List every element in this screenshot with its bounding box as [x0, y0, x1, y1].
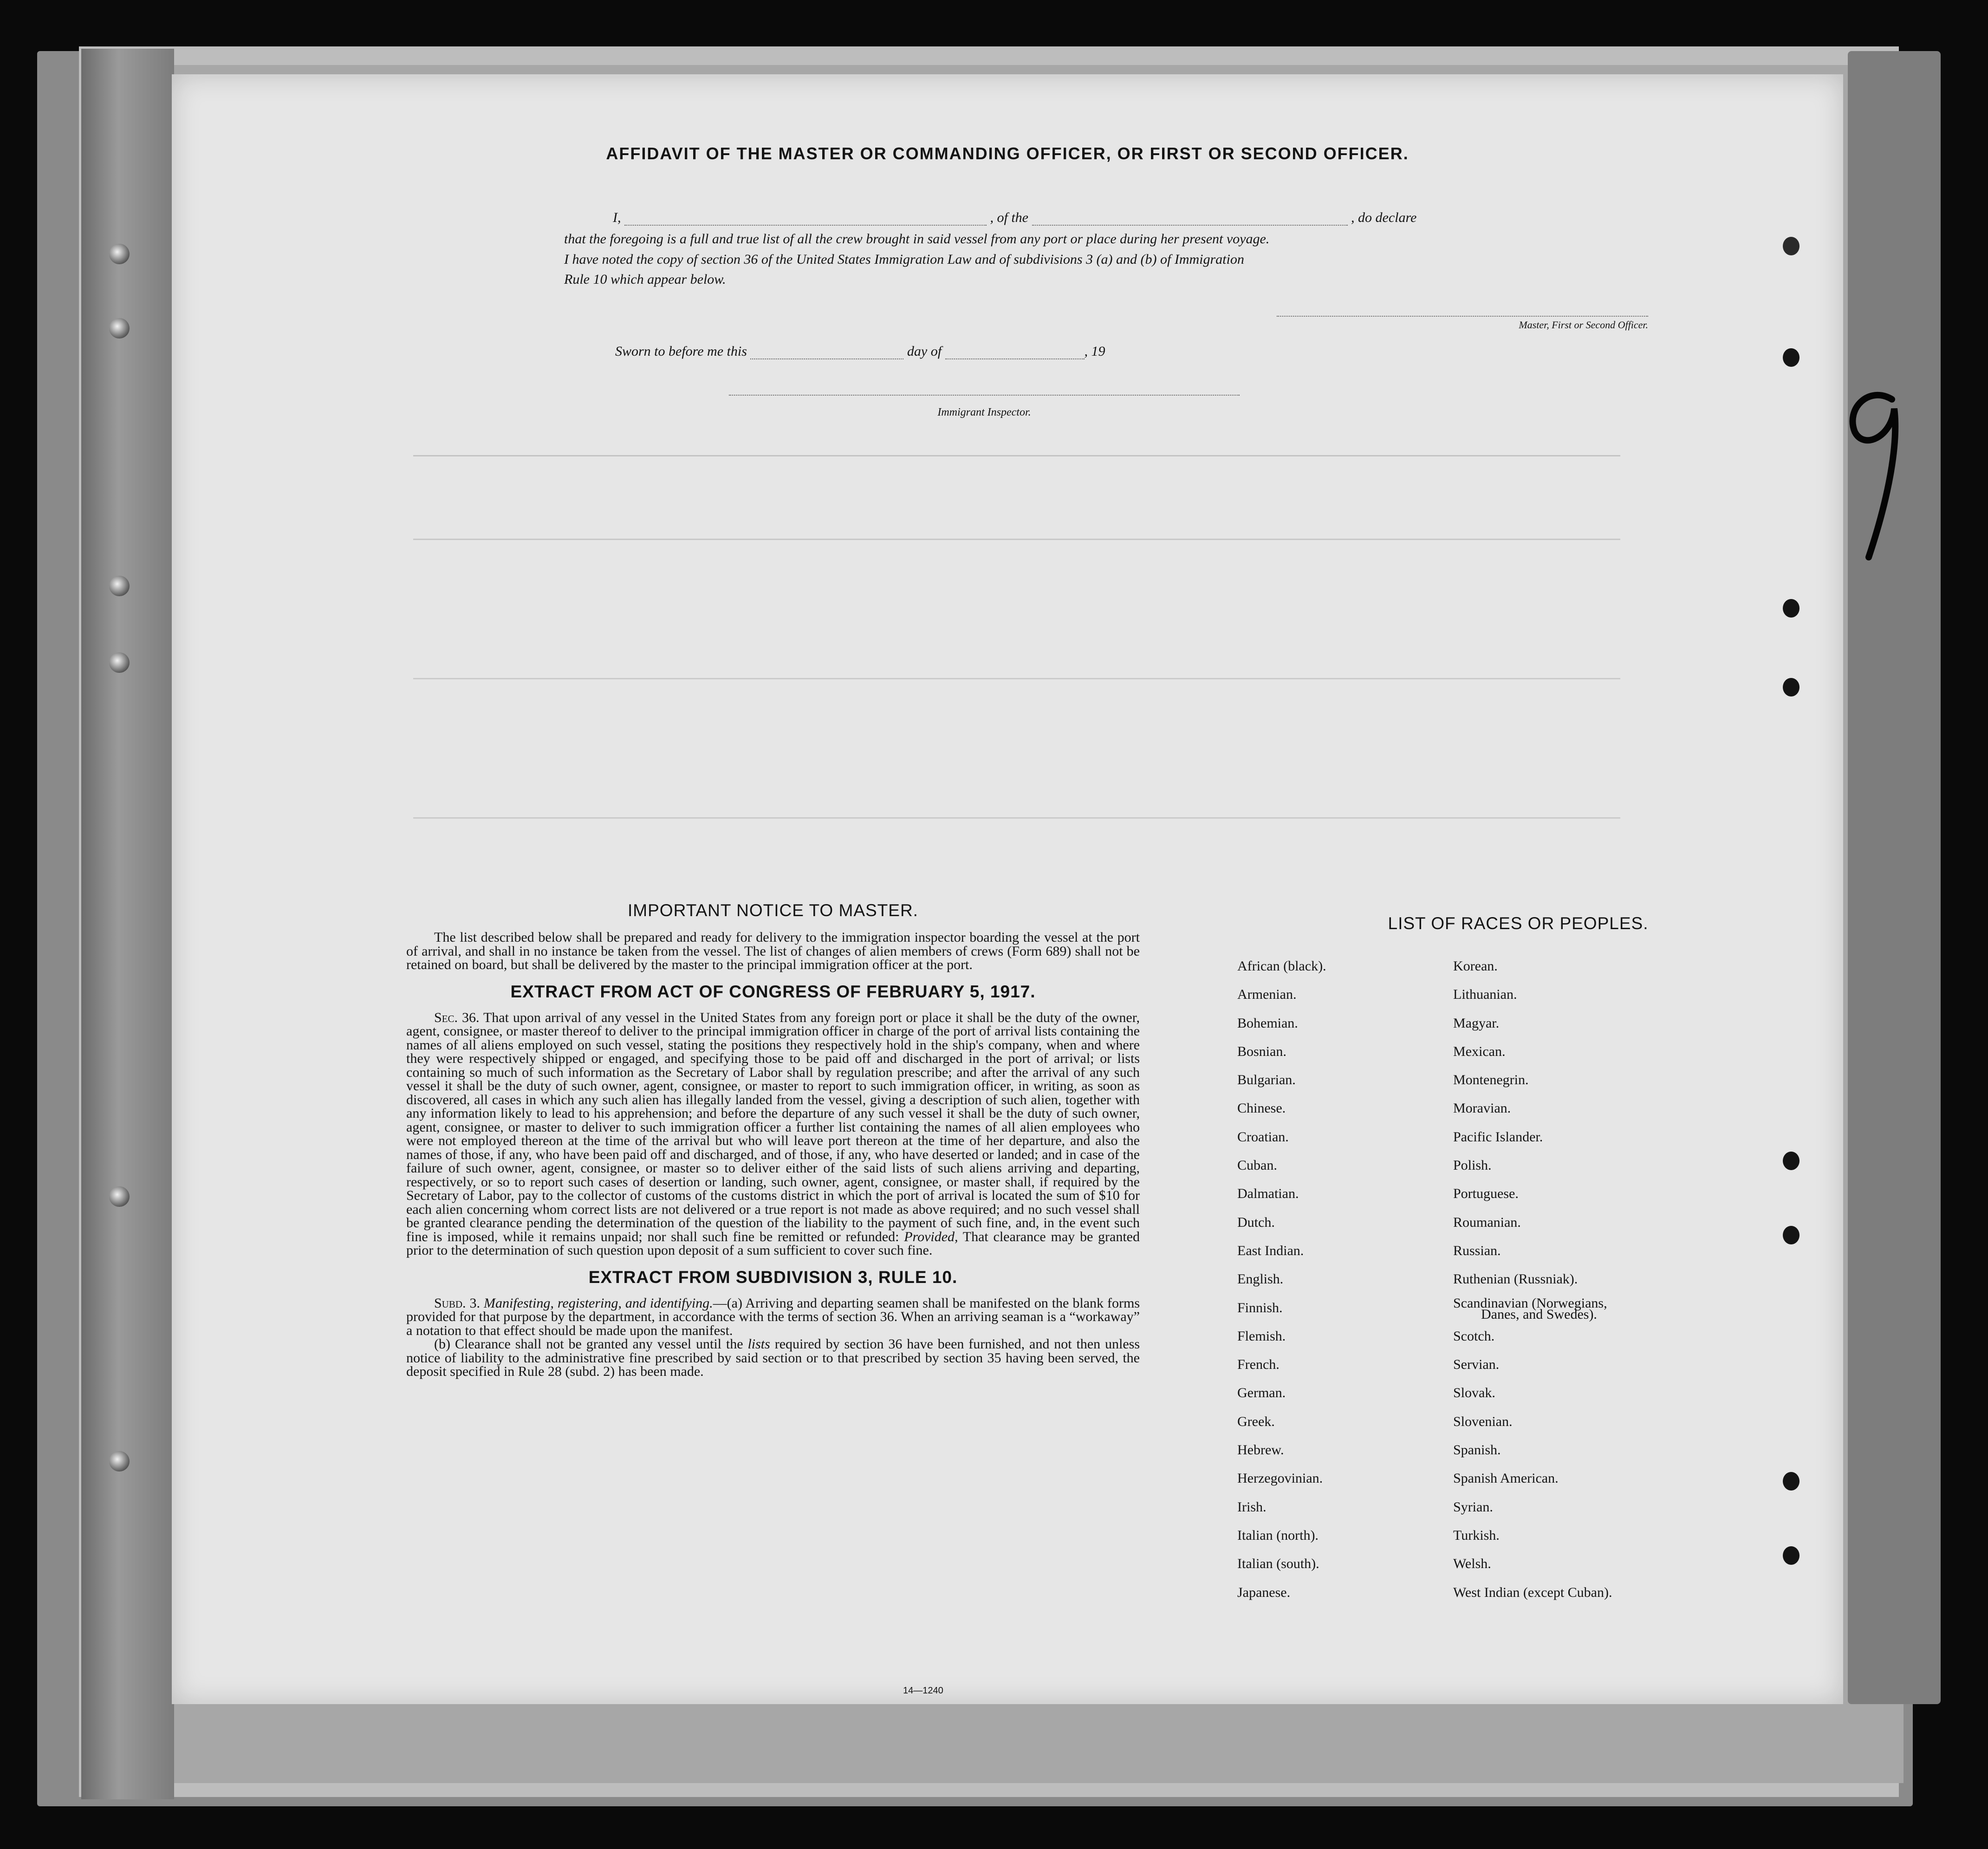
race-item: Armenian.	[1237, 987, 1297, 1003]
year-text: , 19	[1084, 344, 1105, 359]
affidavit-line-2: that the foregoing is a full and true list of all the crew brought in said vessel from any port or place during her present voyage.	[564, 231, 1270, 247]
notice-paragraph: The list described below shall be prepared and ready for delivery to the immigration inspector boarding the vessel at the port of arrival, and shall in no instance be taken from the vessel. The list of changes of alien members of crews (Form 689) shall not be retained on board, but shall be delivered by the master to the principal immigration officer at the port.	[406, 930, 1140, 972]
race-item: Korean.	[1453, 958, 1498, 974]
form-number: 14—1240	[903, 1686, 943, 1696]
day-of-text: day of	[907, 344, 942, 359]
race-item: Russian.	[1453, 1243, 1501, 1258]
name-blank[interactable]	[624, 225, 987, 226]
race-item: Chinese.	[1237, 1100, 1286, 1116]
race-item: Dutch.	[1237, 1214, 1275, 1230]
manifest-page	[172, 74, 1843, 1704]
text-b-pre: (b) Clearance shall not be granted any vessel until the	[434, 1336, 743, 1352]
binder-hole	[109, 244, 130, 264]
race-item: Montenegrin.	[1453, 1072, 1529, 1088]
binder-hole	[109, 576, 130, 596]
race-item: Scotch.	[1453, 1328, 1495, 1344]
race-item: Italian (north).	[1237, 1527, 1319, 1543]
race-item: Lithuanian.	[1453, 987, 1517, 1003]
race-item: African (black).	[1237, 958, 1326, 974]
race-item	[1453, 1294, 1612, 1322]
binder-hole	[109, 318, 130, 339]
master-signature-line[interactable]	[1277, 316, 1648, 317]
subdivision-text-a: —(a) Arriving and departing seamen shall be manifested on the blank forms provided for that purpose by the department, in accordance with the terms of section 36. When an arriving seaman is a “workaway” a notation to that effect should be made upon the manifest.	[406, 1295, 1140, 1338]
punch-hole	[1783, 678, 1800, 697]
section-text-end: That clearance may be granted prior to the determination of such question upon deposit of a sum sufficient to cover such fine.	[406, 1229, 1140, 1258]
act-extract-text	[406, 1011, 1140, 1257]
rule-extract-text-b	[406, 1337, 1140, 1379]
race-item: Japanese.	[1237, 1584, 1291, 1600]
subdivision-heading: Manifesting, registering, and identifying.	[484, 1295, 713, 1311]
race-item: Servian.	[1453, 1357, 1500, 1373]
races-column-1	[1237, 952, 1326, 1607]
race-item: Spanish.	[1453, 1442, 1501, 1458]
race-item: German.	[1237, 1385, 1286, 1401]
affidavit-line-3: I have noted the copy of section 36 of the United States Immigration Law and of subdivisions 3 (a) and (b) of Immigration	[564, 252, 1244, 267]
provided-word: Provided,	[904, 1229, 958, 1244]
race-item: Polish.	[1453, 1158, 1492, 1173]
section-text: That upon arrival of any vessel in the United States from any foreign port or place it shall be the duty of the owner, agent, consignee, or master thereof to deliver to the principal immigration officer in charge of the port of arrival lists containing the names of all aliens employed on such vessel, stating the positions they respectively hold in the ship's company, when and where they were respectively shipped or engaged, and specifying those to be paid off and discharged in the port of arrival; or lists containing so much of such information as the Secretary of Labor shall by regulation prescribe; and after the arrival of any such vessel it shall be the duty of such owner, agent, consignee, or master to report to such immigration officer, in writing, as soon as discovered, all cases in which any such alien has illegally landed from the vessel, giving a description of such alien, together with any information likely to lead to his apprehension; and before the departure of any such vessel it shall be the duty of such owner, agent, consignee, or master to deliver to such immigration officer a further list containing the names of all alien employees who were not employed thereon at the time of the arrival but who will leave port thereon at the time of her departure, and also the names of those, if any, who have been paid off and discharged, and of those, if any, who have deserted or landed; and in case of the failure of such owner, agent, consignee, or master so to deliver either of the said lists of such aliens arriving and departing, respectively, or so to report such cases of desertion or landing, such owner, agent, consignee, or master shall, if required by the Secretary of Labor, pay to the collector of customs of the customs district in which the port of arrival is located the sum of $10 for each alien concerning whom correct lists are not delivered or a true report is not made as above required; and no such vessel shall be granted clearance pending the determination of the question of the liability to the payment of such fine, and, in the event such fine is imposed, while it remains unpaid; nor shall such fine be remitted or refunded:	[406, 1009, 1140, 1244]
affidavit-line-1	[613, 210, 1416, 226]
bleed-through-line	[413, 539, 1620, 540]
race-item: Portuguese.	[1453, 1186, 1519, 1202]
race-item: Pacific Islander.	[1453, 1129, 1543, 1145]
affidavit-i: I,	[613, 210, 621, 225]
race-item: Turkish.	[1453, 1527, 1500, 1543]
race-item: East Indian.	[1237, 1243, 1304, 1258]
bleed-through-line	[413, 455, 1620, 460]
binder-strip	[81, 49, 174, 1799]
race-item-continuation: Danes, and Swedes).	[1481, 1306, 1597, 1322]
race-item: Moravian.	[1453, 1100, 1511, 1116]
race-item: Greek.	[1237, 1413, 1275, 1429]
affidavit-of-the: , of the	[990, 210, 1028, 225]
race-item: Bosnian.	[1237, 1043, 1286, 1059]
race-item: Magyar.	[1453, 1015, 1500, 1031]
rule-extract-title: EXTRACT FROM SUBDIVISION 3, RULE 10.	[588, 1267, 958, 1287]
act-extract-title: EXTRACT FROM ACT OF CONGRESS OF FEBRUARY 5, 1917.	[510, 982, 1036, 1001]
handwritten-number-9	[1836, 381, 1910, 566]
race-item-text: Scandinavian (Norwegians,	[1453, 1295, 1607, 1311]
race-item: English.	[1237, 1271, 1284, 1287]
punch-hole	[1783, 1546, 1800, 1565]
binder-hole	[109, 1451, 130, 1471]
punch-hole	[1783, 1226, 1800, 1244]
race-item: Bulgarian.	[1237, 1072, 1296, 1088]
race-item: Welsh.	[1453, 1556, 1491, 1572]
race-item: Cuban.	[1237, 1158, 1277, 1173]
race-item: French.	[1237, 1357, 1280, 1373]
race-item: Dalmatian.	[1237, 1186, 1299, 1202]
race-item: Flemish.	[1237, 1328, 1286, 1344]
race-item: Slovak.	[1453, 1385, 1495, 1401]
races-column-2	[1453, 952, 1612, 1607]
lists-word: lists	[747, 1336, 770, 1352]
section-label: Sec. 36.	[434, 1009, 480, 1025]
notice-title: IMPORTANT NOTICE TO MASTER.	[628, 901, 918, 920]
inspector-label: Immigrant Inspector.	[937, 406, 1031, 418]
race-item: Roumanian.	[1453, 1214, 1521, 1230]
inspector-signature-line[interactable]	[729, 395, 1240, 396]
binder-hole	[109, 652, 130, 673]
sworn-text: Sworn to before me this	[615, 344, 747, 359]
notice-column	[406, 901, 1140, 1379]
bleed-through-line	[413, 678, 1620, 679]
race-item: Croatian.	[1237, 1129, 1289, 1145]
race-item: Spanish American.	[1453, 1471, 1559, 1486]
race-item: Herzegovinian.	[1237, 1471, 1323, 1486]
race-item: Hebrew.	[1237, 1442, 1284, 1458]
affidavit-title: AFFIDAVIT OF THE MASTER OR COMMANDING OFFICER, OR FIRST OR SECOND OFFICER.	[606, 144, 1409, 163]
race-item: Syrian.	[1453, 1499, 1493, 1515]
sworn-line	[615, 344, 1105, 359]
punch-hole	[1783, 348, 1800, 367]
race-item: Finnish.	[1237, 1300, 1283, 1315]
day-blank[interactable]	[750, 358, 903, 359]
punch-hole	[1783, 237, 1800, 255]
race-item: West Indian (except Cuban).	[1453, 1584, 1612, 1600]
punch-hole	[1783, 1472, 1800, 1491]
master-label: Master, First or Second Officer.	[1519, 319, 1648, 331]
punch-hole	[1783, 1152, 1800, 1170]
right-binding	[1848, 51, 1941, 1704]
text-b-post: required by section 36 have been furnished, and not then unless notice of liability to the administrative fine prescribed by said section or to that prescribed by section 35 having been served, the deposit specified in Rule 28 (subd. 2) has been made.	[406, 1336, 1140, 1379]
rule-extract-text-a	[406, 1296, 1140, 1338]
races-title: LIST OF RACES OR PEOPLES.	[1388, 914, 1649, 933]
vessel-blank[interactable]	[1032, 225, 1348, 226]
subdivision-label: Subd. 3.	[434, 1295, 481, 1311]
race-item: Mexican.	[1453, 1043, 1506, 1059]
race-item: Irish.	[1237, 1499, 1267, 1515]
race-item: Italian (south).	[1237, 1556, 1319, 1572]
month-blank[interactable]	[945, 358, 1085, 359]
race-item: Bohemian.	[1237, 1015, 1298, 1031]
race-item: Slovenian.	[1453, 1413, 1513, 1429]
race-item: Ruthenian (Russniak).	[1453, 1271, 1578, 1287]
affidavit-declare: , do declare	[1351, 210, 1417, 225]
affidavit-line-4: Rule 10 which appear below.	[564, 272, 726, 287]
punch-hole	[1783, 599, 1800, 618]
bleed-through-line	[413, 817, 1620, 819]
